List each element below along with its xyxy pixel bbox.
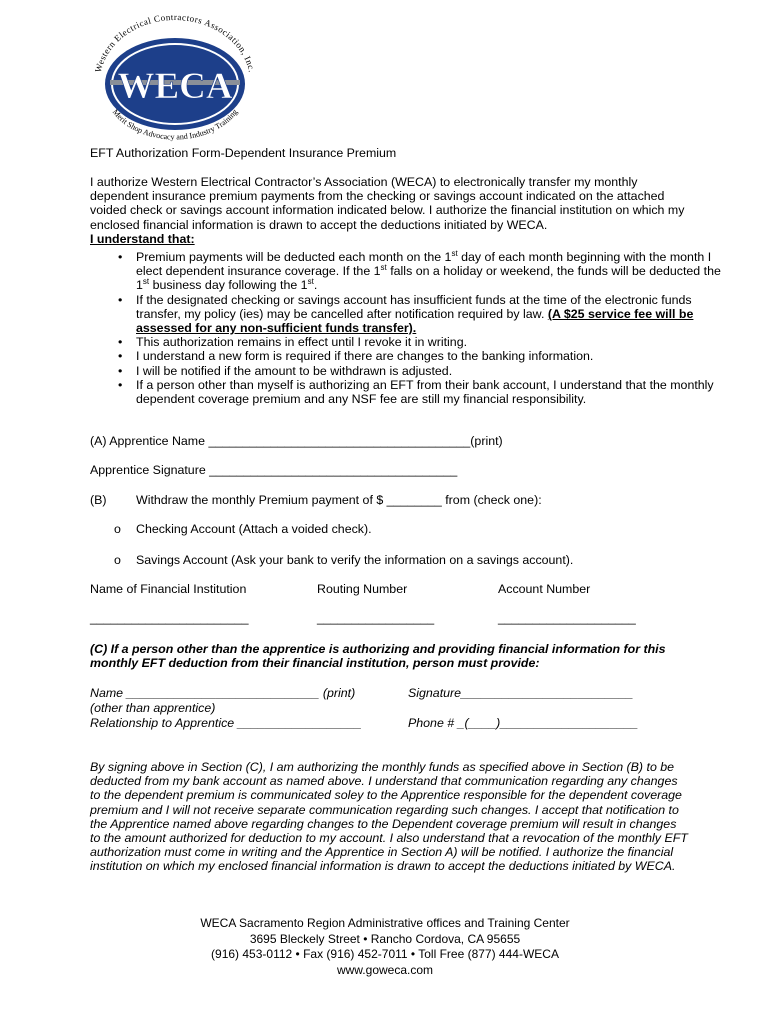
apprentice-signature-field[interactable]: Apprentice Signature ____________________________________ (90, 463, 458, 477)
svg-text:Western Electrical Contractors: Western Electrical Contractors Association, Inc. (92, 12, 258, 74)
footer-office: WECA Sacramento Region Administrative offices and Training Center (200, 916, 570, 930)
list-item: • Premium payments will be deducted each month on the 1st day of each month beginning with the month I elect dependent insurance coverage. If the 1st falls on a holiday or weekend, the funds will be deducted the 1st business day following the 1st. (136, 250, 736, 293)
list-item: • If the designated checking or savings account has insufficient funds at the time of the electronic funds transfer, my policy (ies) may be cancelled after notification required by law. (A $25 service fee will be assessed for any non-sufficient funds transfer). (136, 293, 736, 336)
list-item: • This authorization remains in effect until I revoke it in writing. (136, 335, 736, 349)
relationship-field[interactable]: Relationship to Apprentice __________________ (90, 716, 362, 730)
phone-field[interactable]: Phone # _(____)____________________ (408, 716, 639, 730)
payer-signature-field[interactable]: Signature_________________________ (408, 686, 634, 700)
institution-header: Name of Financial Institution (90, 582, 247, 596)
footer-address (0, 916, 770, 978)
weca-logo (88, 12, 262, 148)
nsf-fee-notice: (A $25 service fee will be assessed for any non-sufficient funds transfer). (136, 306, 694, 336)
withdraw-amount-field[interactable]: Withdraw the monthly Premium payment of $ ________ from (check one): (136, 493, 542, 507)
list-item: • I will be notified if the amount to be withdrawn is adjusted. (136, 364, 736, 378)
svg-text:WECA: WECA (117, 66, 233, 107)
authorization-statement: By signing above in Section (C), I am authorizing the monthly funds as specified above in Section (B) to be deducted from my bank account as named above. I understand that communication regarding any changes to the dependent premium is communicated soley to the Apprentice responsible for the dependent coverage premium and I will not receive separate communication regarding such changes. I accept that notification to the Apprentice named above regarding changes to the Dependent coverage premium will result in changes to the amount authorized for deduction to my account. I also understand that a revocation of the monthly EFT authorization must come in writing and the Apprentice in Section A) will be notified. I authorize the financial institution on which my enclosed financial information is drawn to accept the deductions initiated by WECA. (90, 760, 688, 874)
form-title: EFT Authorization Form-Dependent Insurance Premium (90, 146, 397, 160)
intro-text: I authorize Western Electrical Contractor’s Association (WECA) to electronically transfer my monthly dependent insurance premium payments from the checking or savings account indicated on the attached voided check or savings account information indicated below. I authorize the financial institution on which my enclosed financial information is drawn to accept the deductions initiated by WECA. (90, 175, 685, 232)
terms-list (90, 250, 736, 406)
list-item: • If a person other than myself is authorizing an EFT from their bank account, I understand that the monthly dependent coverage premium and any NSF fee are still my financial responsibility. (136, 378, 736, 406)
footer-phones: (916) 453-0112 • Fax (916) 452-7011 • Toll Free (877) 444-WECA (211, 947, 559, 961)
footer-website[interactable]: www.goweca.com (336, 962, 434, 977)
account-header: Account Number (498, 582, 591, 596)
footer-street: 3695 Bleckely Street • Rancho Cordova, CA 95655 (249, 931, 521, 946)
savings-label: Savings Account (Ask your bank to verify the information on a savings account). (136, 553, 574, 567)
routing-header: Routing Number (317, 582, 408, 596)
understand-heading: I understand that: (90, 231, 195, 246)
list-item: • I understand a new form is required if there are changes to the banking information. (136, 349, 736, 363)
apprentice-name-field[interactable]: (A) Apprentice Name ______________________________________(print) (90, 434, 503, 448)
svg-text:Merit Shop Advocacy and Indust: Merit Shop Advocacy and Industry Training (110, 107, 240, 142)
routing-field[interactable]: _________________ (317, 611, 435, 625)
section-c-heading: (C) If a person other than the apprentice is authorizing and providing financial information for this monthly EFT deduction from their financial institution, person must provide: (90, 642, 666, 671)
checking-checkbox[interactable]: o (114, 522, 121, 536)
other-than-apprentice-note: (other than apprentice) (90, 701, 216, 715)
account-field[interactable]: ____________________ (498, 611, 636, 625)
savings-checkbox[interactable]: o (114, 553, 121, 567)
institution-field[interactable]: _______________________ (90, 611, 249, 625)
authorization-paragraph (90, 175, 690, 246)
section-b-label: (B) (90, 493, 107, 507)
payer-name-field[interactable]: Name ____________________________ (print) (90, 686, 356, 700)
checking-label: Checking Account (Attach a voided check). (136, 522, 372, 536)
